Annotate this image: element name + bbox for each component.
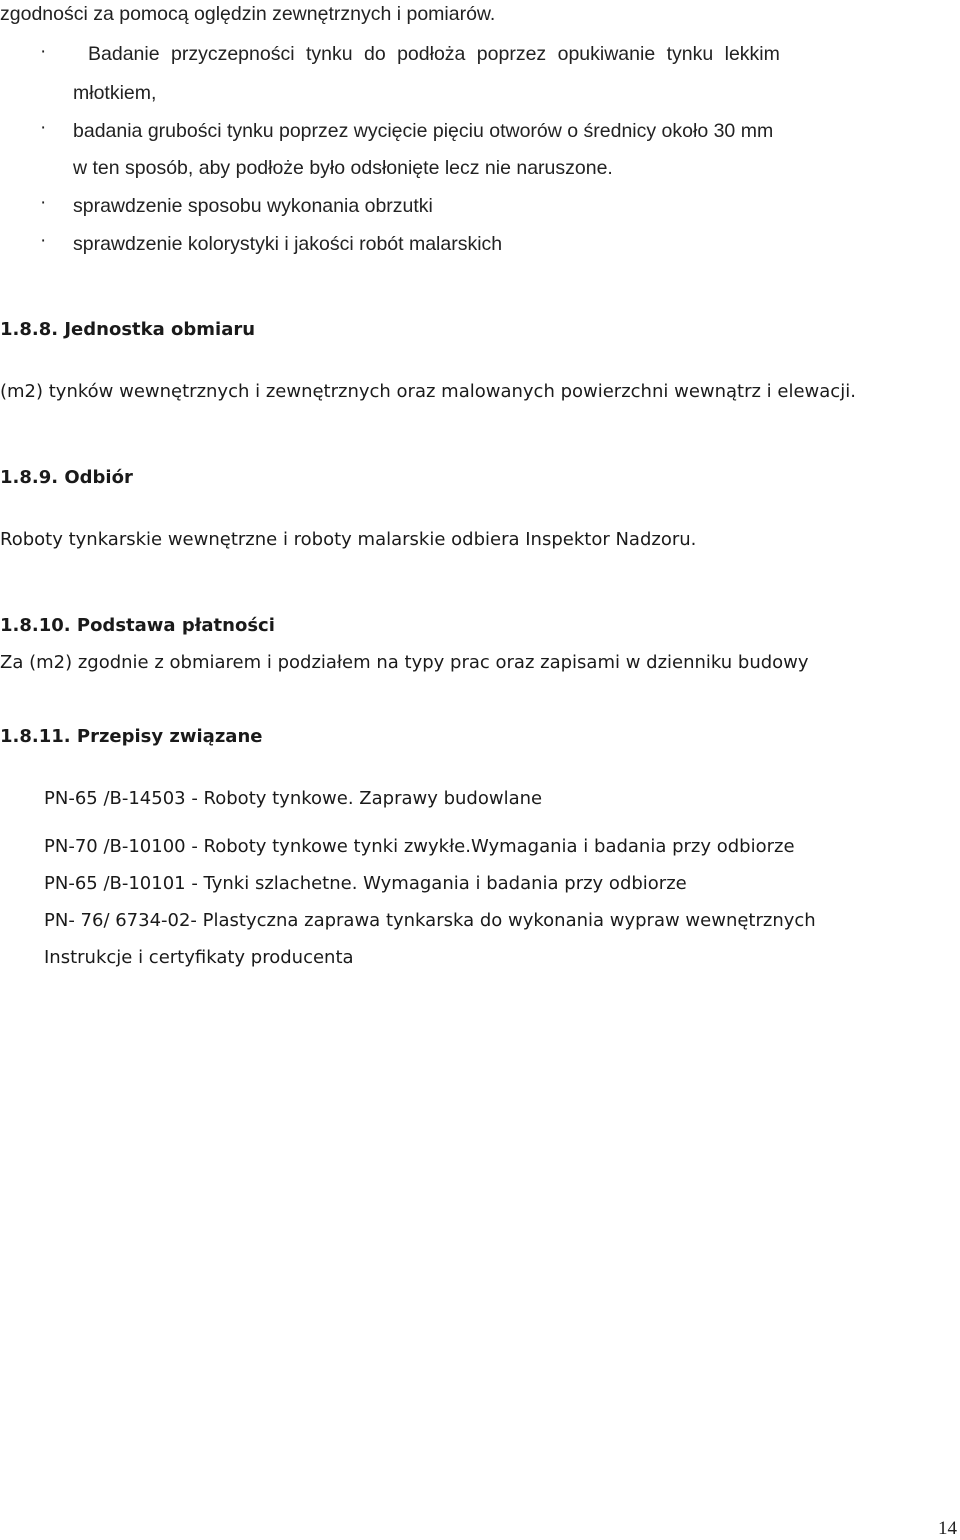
section-heading-1-8-9: 1.8.9. Odbiór (0, 467, 133, 488)
standard-item: Instrukcje i certyfikaty producenta (44, 947, 354, 968)
section-heading-1-8-10: 1.8.10. Podstawa płatności (0, 615, 275, 636)
section-body-1-8-9: Roboty tynkarskie wewnętrzne i roboty malarskie odbiera Inspektor Nadzoru. (0, 529, 697, 550)
list-item-thickness-test: badania grubości tynku poprzez wycięcie pięciu otworów o średnicy około 30 mm (73, 120, 774, 142)
section-heading-1-8-11: 1.8.11. Przepisy związane (0, 726, 263, 747)
standard-item: PN- 76/ 6734-02- Plastyczna zaprawa tynkarska do wykonania wypraw wewnętrznych (44, 910, 816, 931)
bullet-marker: · (40, 117, 47, 138)
standard-item: PN-70 /B-10100 - Roboty tynkowe tynki zwykłe.Wymagania i badania przy odbiorze (44, 836, 795, 857)
list-item-adhesion-test: Badanie przyczepności tynku do podłoża poprzez opukiwanie tynku lekkim (88, 43, 780, 65)
bullet-marker: · (40, 192, 47, 213)
standard-item: PN-65 /B-10101 - Tynki szlachetne. Wymagania i badania przy odbiorze (44, 873, 687, 894)
section-body-1-8-8: (m2) tynków wewnętrznych i zewnętrznych oraz malowanych powierzchni wewnątrz i elewacji. (0, 381, 856, 402)
list-item-adhesion-test-cont: młotkiem, (73, 82, 157, 104)
bullet-marker: · (40, 41, 47, 62)
section-heading-1-8-8: 1.8.8. Jednostka obmiaru (0, 319, 256, 340)
bullet-marker: · (40, 230, 47, 251)
list-item-thickness-test-cont: w ten sposób, aby podłoże było odsłonięte lecz nie naruszone. (73, 157, 613, 179)
paragraph-continuation: zgodności za pomocą oględzin zewnętrznych i pomiarów. (0, 3, 496, 25)
list-item-color-check: sprawdzenie kolorystyki i jakości robót malarskich (73, 233, 503, 255)
section-body-1-8-10: Za (m2) zgodnie z obmiarem i podziałem na typy prac oraz zapisami w dzienniku budowy (0, 652, 809, 673)
standard-item: PN-65 /B-14503 - Roboty tynkowe. Zaprawy budowlane (44, 788, 543, 809)
list-item-render-check: sprawdzenie sposobu wykonania obrzutki (73, 195, 433, 217)
page-number: 14 (938, 1518, 957, 1539)
